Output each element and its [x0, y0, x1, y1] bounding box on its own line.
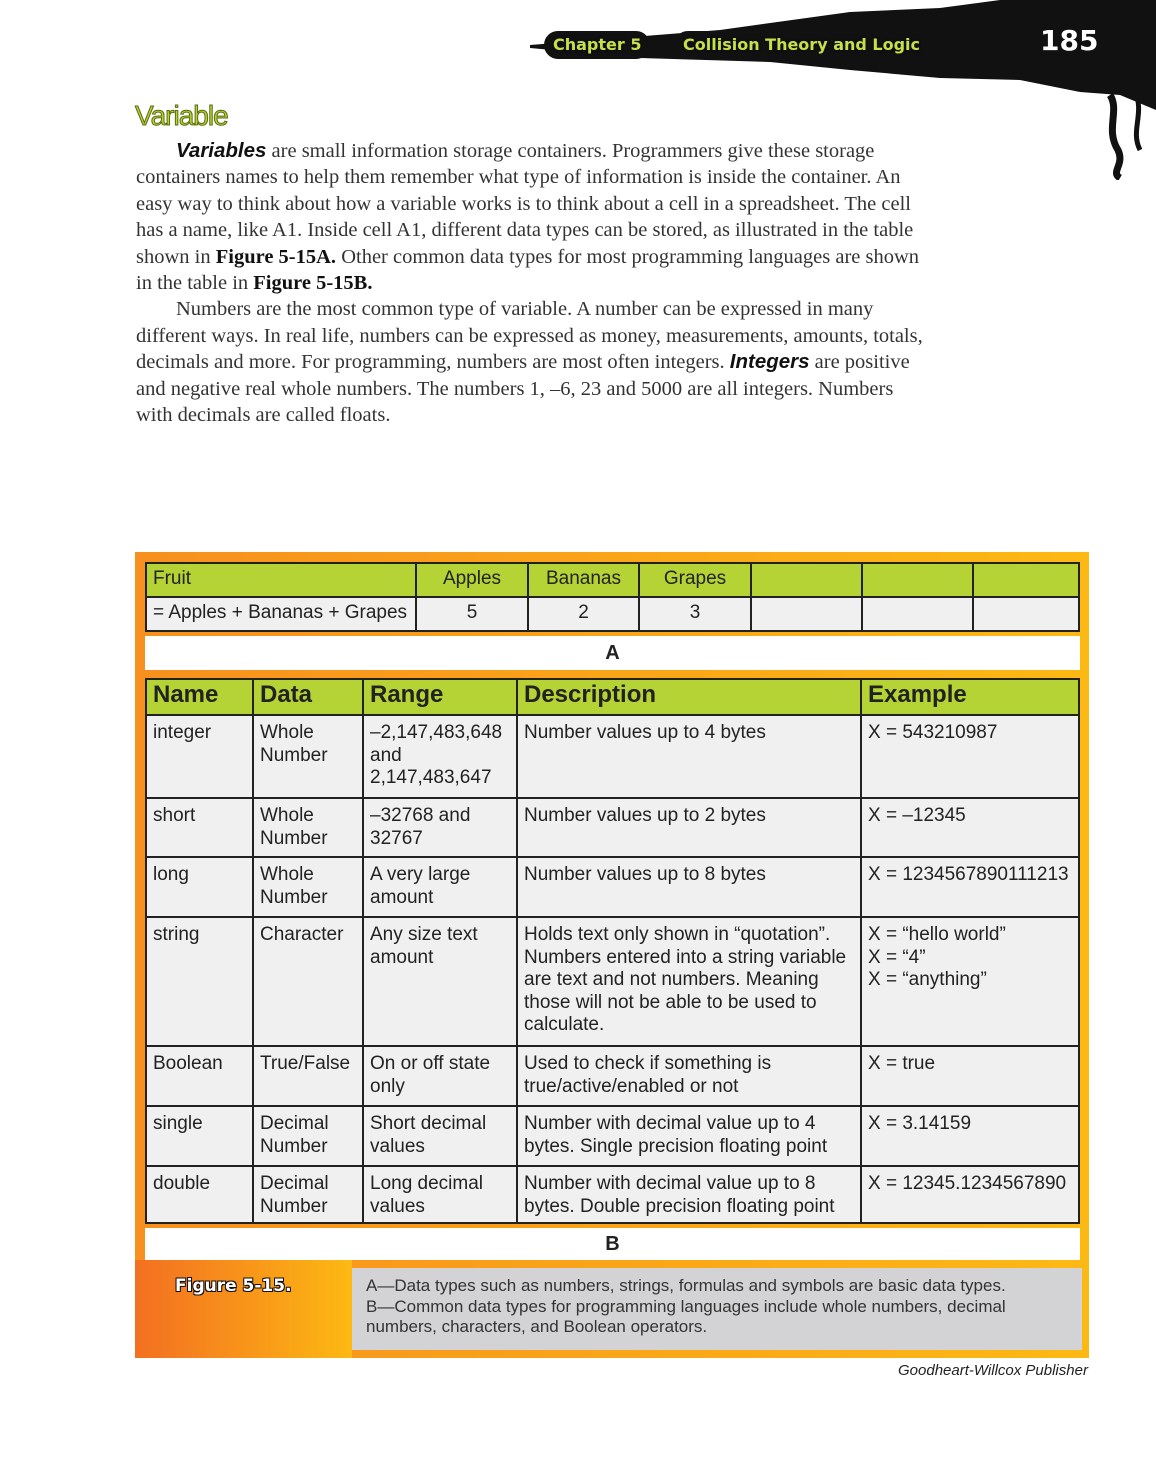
cell: short: [146, 798, 253, 857]
cell: X = 3.14159: [861, 1106, 1079, 1166]
data-types-table: [145, 678, 1080, 1224]
table-row: [146, 1106, 1079, 1166]
chapter-badge: Chapter 5: [544, 31, 650, 59]
column-header: Range: [363, 679, 517, 715]
header-cell: Bananas: [528, 563, 639, 597]
cell: 3: [639, 597, 751, 631]
cell: = Apples + Bananas + Grapes: [146, 597, 416, 631]
cell: Whole Number: [253, 715, 363, 798]
publisher-credit: Goodheart-Willcox Publisher: [898, 1362, 1088, 1379]
cell: X = “hello world” X = “4” X = “anything”: [861, 917, 1079, 1046]
cell: Used to check if something is true/active/enabled or not: [517, 1046, 861, 1106]
figure-label-a: A: [145, 636, 1080, 670]
caption-b: B—Common data types for programming languages include whole numbers, decimal numbers, characters, and Boolean operators.: [366, 1296, 1006, 1336]
cell: Short decimal values: [363, 1106, 517, 1166]
text: Numbers are the most common type of variable. A number can be expressed in many different ways. In real life, numbers can be expressed as money, measurements, amounts, totals, decimals and more. For programming, numbers are most often integers.: [136, 298, 923, 374]
body-text: [136, 138, 926, 428]
text: Other common data types for most programming languages are shown in the table in: [136, 245, 920, 295]
spreadsheet-table: [145, 562, 1080, 632]
caption-accent: [135, 1260, 352, 1358]
cell: double: [146, 1166, 253, 1223]
header-cell: Apples: [416, 563, 528, 597]
cell: –32768 and 32767: [363, 798, 517, 857]
section-title: Variable: [135, 100, 228, 131]
cell: 5: [416, 597, 528, 631]
cell: integer: [146, 715, 253, 798]
cell: –2,147,483,648 and 2,147,483,647: [363, 715, 517, 798]
text: are positive and negative real whole numbers. The numbers 1, –6, 23 and 5000 are all integers. Numbers with decimals are called floats.: [136, 351, 910, 427]
cell: Decimal Number: [253, 1106, 363, 1166]
header-cell: [973, 563, 1079, 597]
term-integers: Integers: [729, 350, 810, 374]
cell: Number with decimal value up to 8 bytes. Double precision floating point: [517, 1166, 861, 1223]
cell: 2: [528, 597, 639, 631]
term-variables: Variables: [176, 139, 267, 162]
cell: [862, 597, 973, 631]
paragraph-1: [136, 138, 926, 296]
table-row: [146, 1166, 1079, 1223]
cell: X = true: [861, 1046, 1079, 1106]
figure-caption: [352, 1268, 1082, 1350]
column-header: Name: [146, 679, 253, 715]
header-cell: Grapes: [639, 563, 751, 597]
cell: Number with decimal value up to 4 bytes. Single precision floating point: [517, 1106, 861, 1166]
header-cell: [751, 563, 862, 597]
cell: Whole Number: [253, 857, 363, 917]
header-cell: Fruit: [146, 563, 416, 597]
cell: Number values up to 4 bytes: [517, 715, 861, 798]
cell: Number values up to 8 bytes: [517, 857, 861, 917]
cell: X = 543210987: [861, 715, 1079, 798]
paragraph-2: [136, 296, 926, 428]
figure-ref: Figure 5-15B.: [253, 272, 373, 295]
cell: On or off state only: [363, 1046, 517, 1106]
cell: Decimal Number: [253, 1166, 363, 1223]
cell: A very large amount: [363, 857, 517, 917]
cell: X = 1234567890111213: [861, 857, 1079, 917]
cell: string: [146, 917, 253, 1046]
column-header: Data: [253, 679, 363, 715]
figure-ref: Figure 5-15A.: [215, 245, 337, 268]
chapter-title-badge: Collision Theory and Logic: [674, 31, 929, 59]
cell: [973, 597, 1079, 631]
cell: X = 12345.1234567890: [861, 1166, 1079, 1223]
column-header: Description: [517, 679, 861, 715]
caption-a: A—Data types such as numbers, strings, formulas and symbols are basic data types.: [366, 1276, 1006, 1295]
table-row: [146, 857, 1079, 917]
cell: Whole Number: [253, 798, 363, 857]
figure-number: Figure 5-15.: [175, 1276, 292, 1296]
table-row: [146, 715, 1079, 798]
table-row: [146, 1046, 1079, 1106]
figure-label-b: B: [145, 1228, 1080, 1260]
cell: Boolean: [146, 1046, 253, 1106]
cell: Long decimal values: [363, 1166, 517, 1223]
cell: Any size text amount: [363, 917, 517, 1046]
cell: long: [146, 857, 253, 917]
column-header: Example: [861, 679, 1079, 715]
table-row: [146, 798, 1079, 857]
text: are small information storage containers. Programmers give these storage containers names to help them remember what type of information is inside the container. An easy way to think about how a variable works is to think about a cell in a spreadsheet. The cell has a name, like A1. Inside cell A1, different data types can be stored, as illustrated in the table shown in: [136, 140, 914, 268]
cell: single: [146, 1106, 253, 1166]
cell: [751, 597, 862, 631]
header-cell: [862, 563, 973, 597]
cell: Number values up to 2 bytes: [517, 798, 861, 857]
page-number: 185: [1040, 24, 1099, 57]
cell: Holds text only shown in “quotation”. Numbers entered into a string variable are text and not numbers. Meaning those will not be able to be used to calculate.: [517, 917, 861, 1046]
cell: True/False: [253, 1046, 363, 1106]
cell: X = –12345: [861, 798, 1079, 857]
table-row: [146, 917, 1079, 1046]
cell: Character: [253, 917, 363, 1046]
